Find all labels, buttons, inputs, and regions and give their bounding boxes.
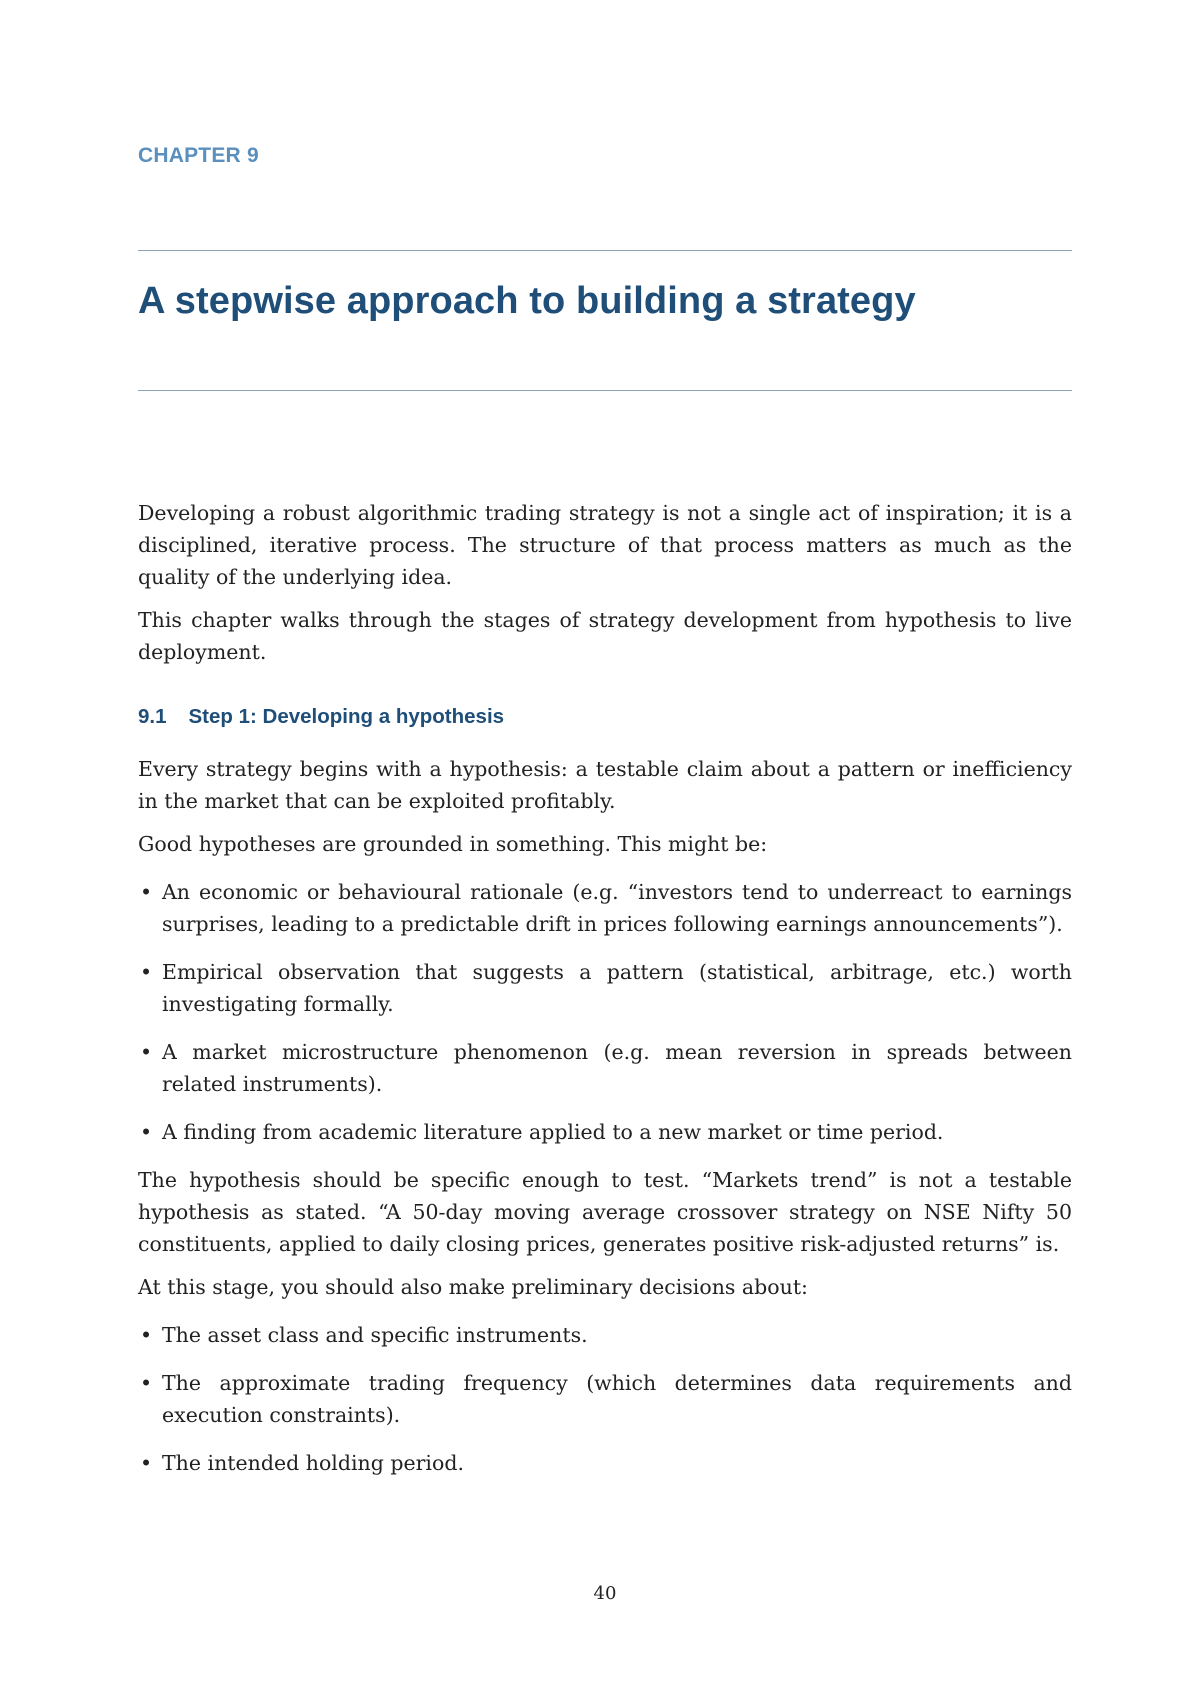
list-item: • A market microstructure phenomenon (e.g. mean reversion in spreads between related instruments). [138,1036,1072,1100]
chapter-body [138,497,1072,1495]
list-item: • The approximate trading frequency (which determines data requirements and execution constraints). [138,1367,1072,1431]
body-paragraph: Every strategy begins with a hypothesis: a testable claim about a pattern or inefficiency in the market that can be exploited profitably. [138,757,1072,813]
list-item: • The intended holding period. [138,1447,1072,1479]
chapter-rule-bottom [138,390,1072,391]
list-item: • Empirical observation that suggests a pattern (statistical, arbitrage, etc.) worth investigating formally. [138,956,1072,1020]
intro-paragraph: This chapter walks through the stages of strategy development from hypothesis to live deployment. [138,608,1072,664]
body-paragraph: Good hypotheses are grounded in something. This might be: [138,832,768,856]
bullet-list [138,1319,1072,1479]
list-item: • The asset class and specific instruments. [138,1319,1072,1351]
body-paragraph: The hypothesis should be specific enough to test. “Markets trend” is not a testable hypothesis as stated. “A 50-day moving average crossover strategy on NSE Nifty 50 constituents, applied to daily closing prices, generates positive risk-adjusted returns” is. [138,1168,1072,1256]
intro-paragraph: Developing a robust algorithmic trading strategy is not a single act of inspiration; it is a disciplined, iterative process. The structure of that process matters as much as the quality of the underlying idea. [138,501,1072,589]
page-number: 40 [593,1583,617,1604]
chapter-title: A stepwise approach to building a strategy [138,280,916,322]
bullet-list [138,876,1072,1148]
section-number: 9.1 [138,705,167,728]
section-heading [138,703,1072,731]
chapter-label: CHAPTER 9 [138,144,259,167]
list-item: • An economic or behavioural rationale (e.g. “investors tend to underreact to earnings surprises, leading to a predictable drift in prices following earnings announcements”). [138,876,1072,940]
body-paragraph: At this stage, you should also make preliminary decisions about: [138,1275,808,1299]
document-page [138,0,1072,1697]
list-item: • A finding from academic literature applied to a new market or time period. [138,1116,1072,1148]
chapter-rule-top [138,250,1072,251]
section-title: Step 1: Developing a hypothesis [188,705,505,728]
